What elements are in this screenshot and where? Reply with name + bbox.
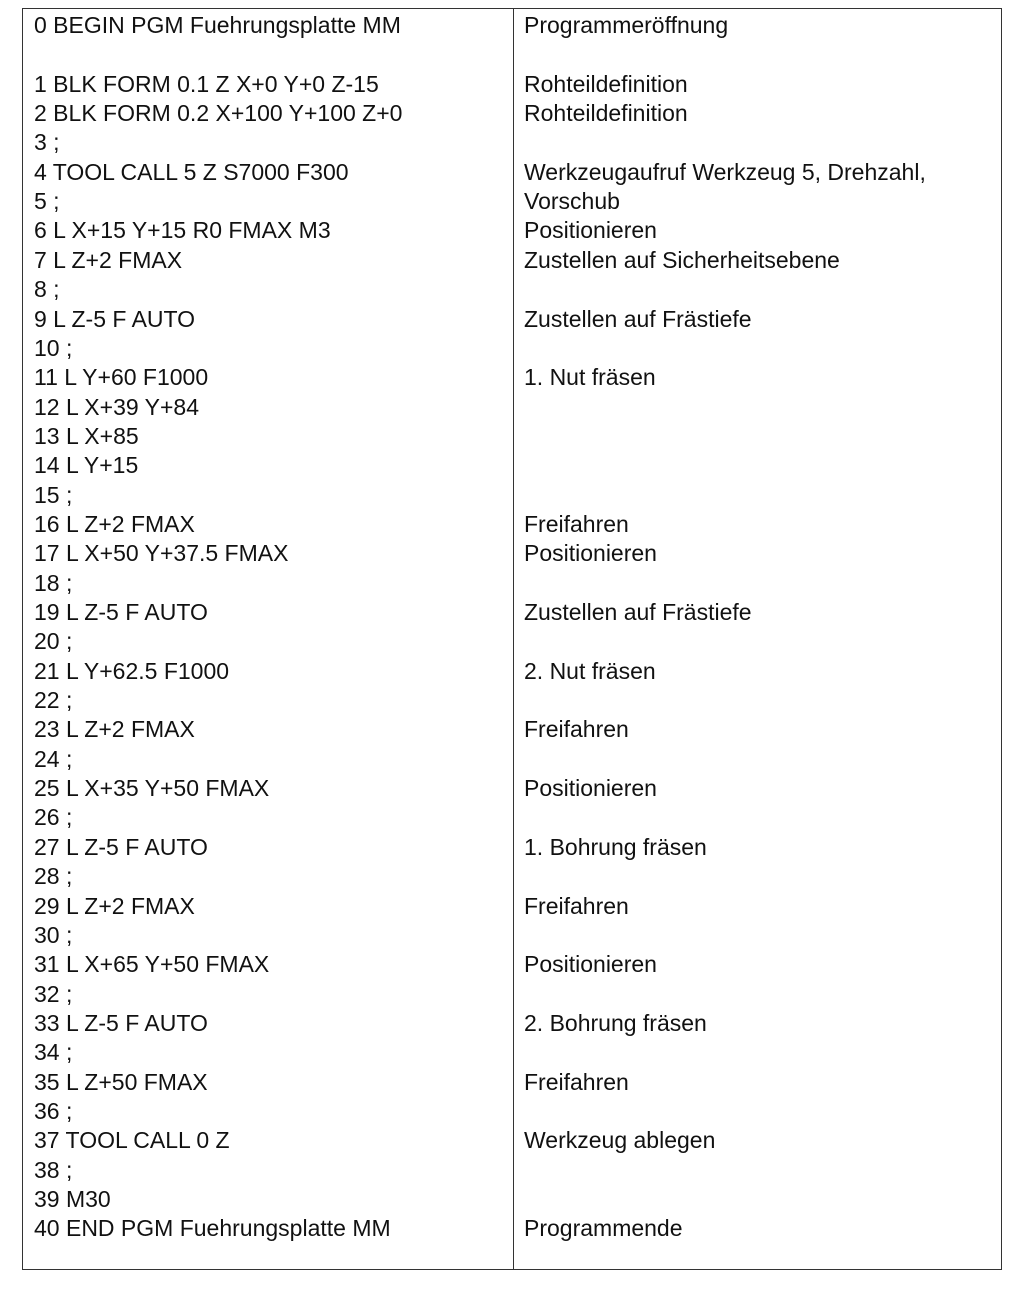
description-line: Positionieren: [524, 540, 657, 567]
description-line: Zustellen auf Sicherheitsebene: [524, 246, 840, 273]
code-line: 11 L Y+60 F1000: [34, 364, 209, 391]
code-line: 16 L Z+2 FMAX: [34, 510, 195, 537]
description-line: Zustellen auf Frästiefe: [524, 305, 752, 332]
description-line: Werkzeug ablegen: [524, 1127, 716, 1154]
code-line: 15 ;: [34, 481, 73, 508]
code-line: 4 TOOL CALL 5 Z S7000 F300: [34, 158, 349, 185]
code-line: 3 ;: [34, 129, 60, 156]
code-line: 31 L X+65 Y+50 FMAX: [34, 951, 270, 978]
code-line: 29 L Z+2 FMAX: [34, 892, 195, 919]
code-line: 8 ;: [34, 276, 60, 303]
description-line: Rohteildefinition: [524, 70, 688, 97]
code-line: 17 L X+50 Y+37.5 FMAX: [34, 540, 289, 567]
code-line: 30 ;: [34, 921, 73, 948]
code-line: 13 L X+85: [34, 422, 139, 449]
code-line: 39 M30: [34, 1186, 111, 1212]
code-line: 40 END PGM Fuehrungsplatte MM: [34, 1215, 391, 1242]
code-line: 6 L X+15 Y+15 R0 FMAX M3: [34, 217, 331, 244]
description-line: Werkzeugaufruf Werkzeug 5, Drehzahl,: [524, 158, 926, 185]
code-line: 35 L Z+50 FMAX: [34, 1068, 208, 1095]
code-line: 22 ;: [34, 687, 73, 714]
description-line: Programmeröffnung: [524, 12, 729, 38]
code-line: 21 L Y+62.5 F1000: [34, 657, 230, 684]
description-line: Zustellen auf Frästiefe: [524, 599, 752, 625]
code-line: 10 ;: [34, 334, 73, 361]
code-line: 33 L Z-5 F AUTO: [34, 1009, 208, 1036]
description-line: Rohteildefinition: [524, 100, 688, 127]
code-line: 38 ;: [34, 1156, 73, 1183]
description-line: Freifahren: [524, 892, 629, 919]
description-line: Freifahren: [524, 716, 629, 743]
column-divider: [513, 9, 514, 1269]
description-line: Freifahren: [524, 510, 629, 537]
code-line: 9 L Z-5 F AUTO: [34, 305, 196, 332]
description-line: 2. Bohrung fräsen: [524, 1009, 707, 1036]
code-line: 32 ;: [34, 980, 73, 1007]
code-line: 23 L Z+2 FMAX: [34, 716, 195, 743]
code-line: 28 ;: [34, 863, 73, 890]
code-line: 27 L Z-5 F AUTO: [34, 833, 208, 860]
code-line: 37 TOOL CALL 0 Z: [34, 1127, 230, 1154]
description-line: Programmende: [524, 1215, 683, 1242]
code-line: 19 L Z-5 F AUTO: [34, 599, 208, 625]
code-line: 2 BLK FORM 0.2 X+100 Y+100 Z+0: [34, 100, 403, 127]
code-line: 18 ;: [34, 569, 73, 596]
description-line: Positionieren: [524, 951, 657, 978]
code-line: 0 BEGIN PGM Fuehrungsplatte MM: [34, 12, 401, 38]
code-line: 5 ;: [34, 188, 60, 215]
description-line: 1. Bohrung fräsen: [524, 833, 707, 860]
description-line: 2. Nut fräsen: [524, 657, 656, 684]
code-line: 12 L X+39 Y+84: [34, 393, 199, 420]
description-line: 1. Nut fräsen: [524, 364, 656, 391]
code-line: 7 L Z+2 FMAX: [34, 246, 183, 273]
code-line: 36 ;: [34, 1097, 73, 1124]
program-table: [22, 8, 1002, 1270]
description-line: Positionieren: [524, 217, 657, 244]
code-line: 34 ;: [34, 1039, 73, 1066]
code-line: 14 L Y+15: [34, 452, 139, 479]
description-line: Freifahren: [524, 1068, 629, 1095]
code-line: 26 ;: [34, 804, 73, 831]
description-line: Positionieren: [524, 775, 657, 802]
code-line: 20 ;: [34, 628, 73, 655]
code-line: 24 ;: [34, 745, 73, 772]
description-line: Vorschub: [524, 188, 620, 215]
code-line: 25 L X+35 Y+50 FMAX: [34, 775, 270, 802]
code-line: 1 BLK FORM 0.1 Z X+0 Y+0 Z-15: [34, 70, 379, 97]
